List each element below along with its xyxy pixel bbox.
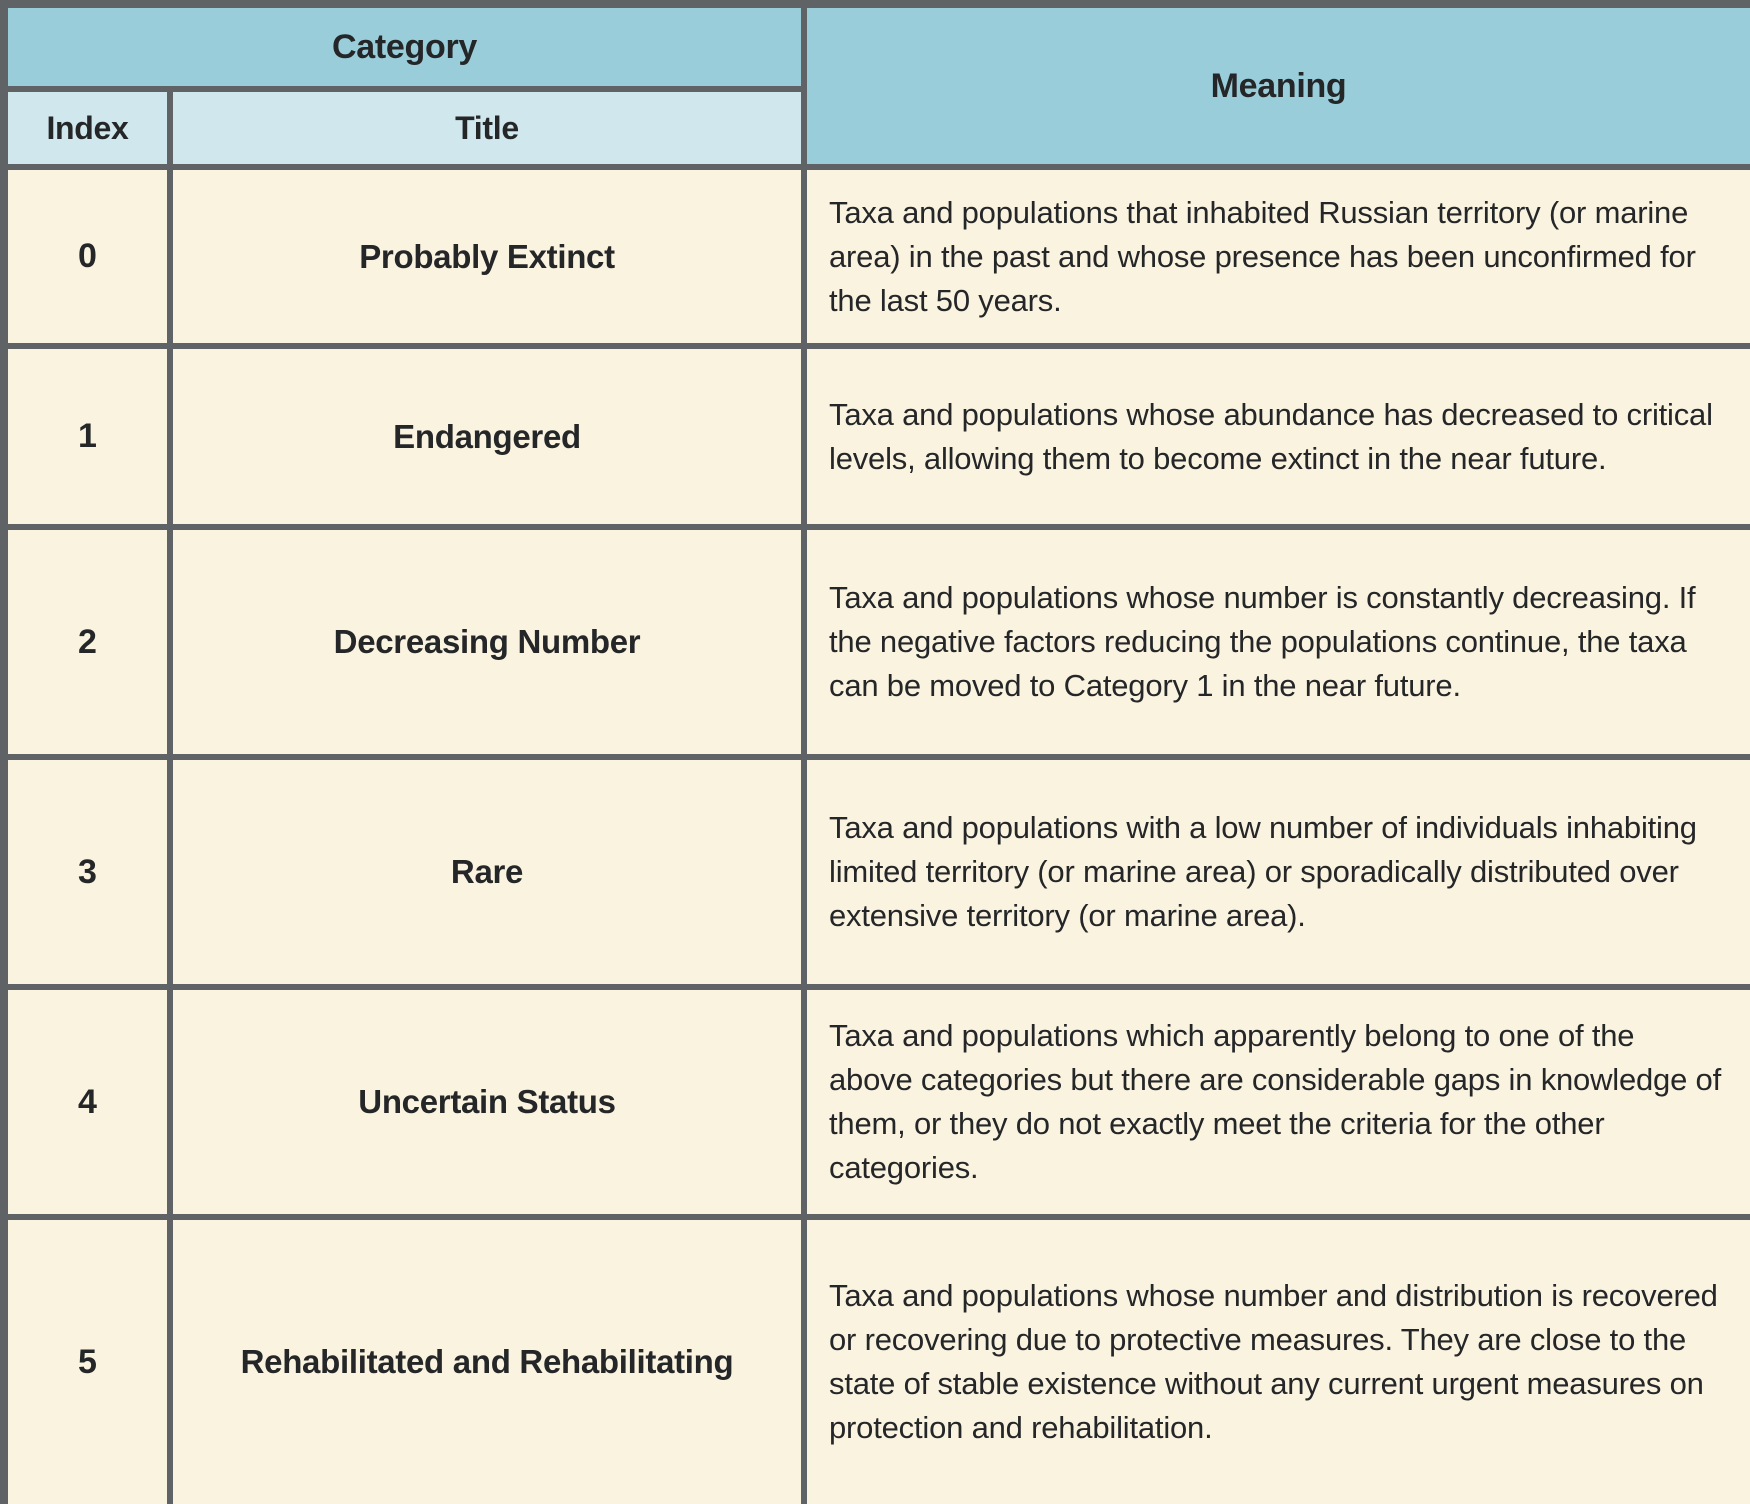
row-title-cell: Endangered xyxy=(170,346,804,527)
row-meaning-cell: Taxa and populations whose number is constantly decreasing. If the negative factors reducing the populations continue, the taxa can be moved to Category 1 in the near future. xyxy=(804,527,1750,757)
row-meaning-cell: Taxa and populations which apparently belong to one of the above categories but there are considerable gaps in knowledge of them, or they do not exactly meet the criteria for the other categories. xyxy=(804,987,1750,1217)
index-header-cell: Index xyxy=(4,89,170,167)
row-meaning-cell: Taxa and populations whose number and distribution is recovered or recovering due to protective measures. They are close to the state of stable existence without any current urgent measures on protection and rehabilitation. xyxy=(804,1217,1750,1504)
row-index-cell: 3 xyxy=(4,757,170,987)
table-header xyxy=(4,4,1750,167)
row-index-cell: 4 xyxy=(4,987,170,1217)
table-row xyxy=(4,527,1750,757)
row-meaning-cell: Taxa and populations with a low number of individuals inhabiting limited territory (or marine area) or sporadically distributed over extensive territory (or marine area). xyxy=(804,757,1750,987)
table-body xyxy=(4,167,1750,1504)
row-title-cell: Decreasing Number xyxy=(170,527,804,757)
row-meaning-cell: Taxa and populations that inhabited Russian territory (or marine area) in the past and whose presence has been unconfirmed for the last 50 years. xyxy=(804,167,1750,346)
table-row xyxy=(4,346,1750,527)
table-row xyxy=(4,757,1750,987)
table-row xyxy=(4,987,1750,1217)
row-title-cell: Rehabilitated and Rehabilitating xyxy=(170,1217,804,1504)
row-title-cell: Uncertain Status xyxy=(170,987,804,1217)
table-row xyxy=(4,167,1750,346)
row-title-cell: Probably Extinct xyxy=(170,167,804,346)
row-index-cell: 0 xyxy=(4,167,170,346)
row-index-cell: 1 xyxy=(4,346,170,527)
row-title-cell: Rare xyxy=(170,757,804,987)
row-index-cell: 2 xyxy=(4,527,170,757)
table-row xyxy=(4,1217,1750,1504)
row-index-cell: 5 xyxy=(4,1217,170,1504)
meaning-header-cell: Meaning xyxy=(804,4,1750,167)
title-header-cell: Title xyxy=(170,89,804,167)
category-header-cell: Category xyxy=(4,4,804,89)
row-meaning-cell: Taxa and populations whose abundance has decreased to critical levels, allowing them to become extinct in the near future. xyxy=(804,346,1750,527)
